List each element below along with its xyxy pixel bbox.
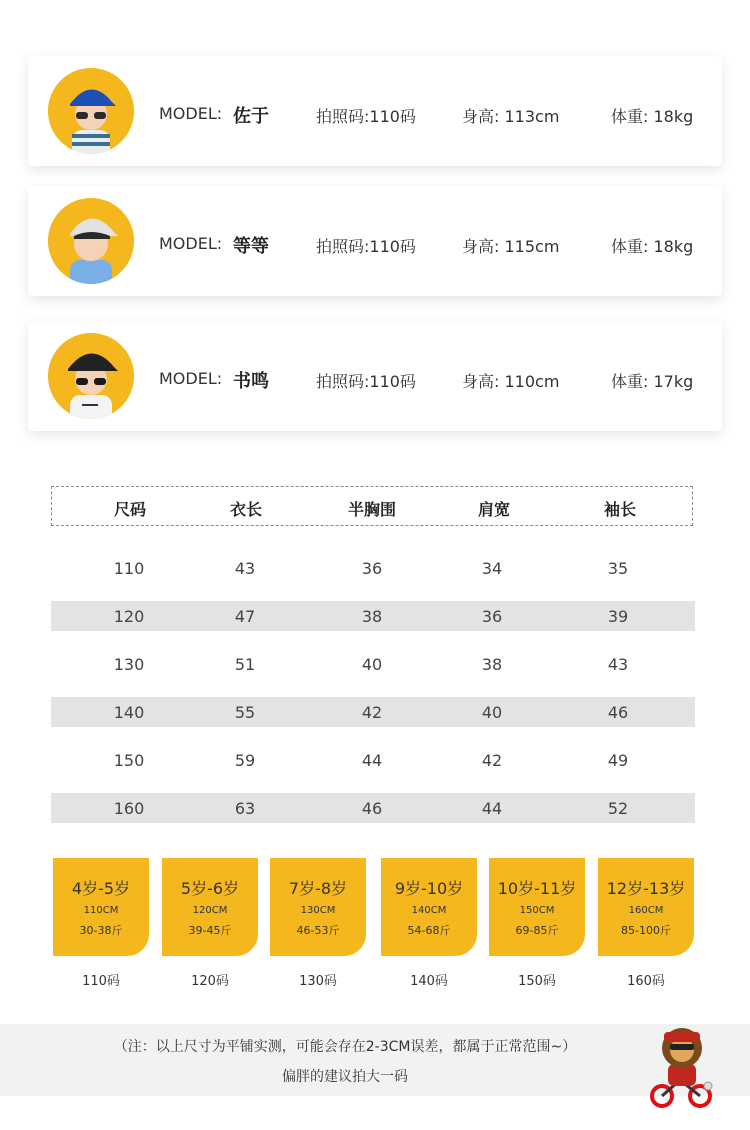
table-cell: 34 <box>481 559 503 578</box>
table-cell: 42 <box>481 751 503 770</box>
tag-height: 150CM <box>519 905 555 916</box>
model-photo-size: 拍照码:110码 <box>316 237 416 256</box>
table-cell: 38 <box>361 607 383 626</box>
tag-weight: 85-100斤 <box>621 924 671 937</box>
footer-tip: 偏胖的建议拍大一码 <box>282 1069 408 1085</box>
table-cell: 120 <box>113 607 145 626</box>
table-cell: 39 <box>607 607 629 626</box>
model-card-2 <box>28 186 722 296</box>
tag-age: 4岁-5岁 <box>71 879 131 898</box>
table-cell: 47 <box>234 607 256 626</box>
header-half-chest: 半胸围 <box>347 500 397 519</box>
model-photo-size: 拍照码:110码 <box>316 107 416 126</box>
model-card-3 <box>28 321 722 431</box>
model-card-1 <box>28 56 722 166</box>
age-tag-3 <box>270 858 366 956</box>
model-avatar-3 <box>48 333 134 419</box>
tag-weight: 46-53斤 <box>296 924 340 937</box>
tag-weight: 39-45斤 <box>188 924 232 937</box>
table-cell: 150 <box>113 751 145 770</box>
tag-size-code: 140码 <box>410 974 448 989</box>
table-row <box>51 793 695 823</box>
model-photo-size: 拍照码:110码 <box>316 372 416 391</box>
header-sleeve: 袖长 <box>603 500 637 519</box>
age-tag-2 <box>162 858 258 956</box>
table-cell: 35 <box>607 559 629 578</box>
table-cell: 44 <box>481 799 503 818</box>
table-cell: 44 <box>361 751 383 770</box>
model-height: 身高: 113cm <box>462 107 560 126</box>
model-avatar-2 <box>48 198 134 284</box>
table-cell: 36 <box>361 559 383 578</box>
tag-age: 9岁-10岁 <box>394 879 464 898</box>
header-length: 衣长 <box>229 500 263 519</box>
age-tag-1 <box>53 858 149 956</box>
table-cell: 36 <box>481 607 503 626</box>
tag-weight: 69-85斤 <box>515 924 559 937</box>
table-cell: 40 <box>361 655 383 674</box>
model-name: 佐于 <box>233 106 269 127</box>
tag-size-code: 120码 <box>191 974 229 989</box>
header-shoulder: 肩宽 <box>477 500 511 519</box>
model-height: 身高: 115cm <box>462 237 560 256</box>
table-cell: 40 <box>481 703 503 722</box>
table-row <box>51 745 695 775</box>
tag-height: 160CM <box>628 905 664 916</box>
tag-age: 7岁-8岁 <box>288 879 348 898</box>
tag-size-code: 110码 <box>82 974 120 989</box>
age-tag-4 <box>381 858 477 956</box>
age-tag-6 <box>598 858 694 956</box>
tag-height: 140CM <box>411 905 447 916</box>
model-prefix: MODEL: <box>159 104 223 123</box>
tag-size-code: 130码 <box>299 974 337 989</box>
table-cell: 59 <box>234 751 256 770</box>
tag-age: 10岁-11岁 <box>497 879 577 898</box>
tag-size-code: 160码 <box>627 974 665 989</box>
tag-weight: 30-38斤 <box>79 924 123 937</box>
table-row <box>51 649 695 679</box>
footer-note: （注：以上尺寸为平铺实测，可能会存在2-3CM误差，都属于正常范围~） <box>113 1039 577 1055</box>
table-row <box>51 697 695 727</box>
tag-size-code: 150码 <box>518 974 556 989</box>
table-cell: 140 <box>113 703 145 722</box>
table-cell: 42 <box>361 703 383 722</box>
footer-note-bar <box>0 1024 750 1096</box>
table-cell: 43 <box>234 559 256 578</box>
table-row <box>51 601 695 631</box>
model-weight: 体重: 18kg <box>611 107 694 126</box>
table-cell: 160 <box>113 799 145 818</box>
table-cell: 52 <box>607 799 629 818</box>
table-cell: 46 <box>361 799 383 818</box>
table-cell: 55 <box>234 703 256 722</box>
table-cell: 51 <box>234 655 256 674</box>
table-cell: 130 <box>113 655 145 674</box>
header-size: 尺码 <box>113 500 147 519</box>
table-cell: 43 <box>607 655 629 674</box>
mascot-lion-icon <box>642 1018 722 1114</box>
model-name: 书鸣 <box>233 371 269 392</box>
model-weight: 体重: 17kg <box>611 372 694 391</box>
table-cell: 110 <box>113 559 145 578</box>
tag-weight: 54-68斤 <box>407 924 451 937</box>
table-cell: 38 <box>481 655 503 674</box>
tag-age: 5岁-6岁 <box>180 879 240 898</box>
table-cell: 49 <box>607 751 629 770</box>
age-tag-5 <box>489 858 585 956</box>
model-prefix: MODEL: <box>159 234 223 253</box>
model-avatar-1 <box>48 68 134 154</box>
size-table-header <box>51 486 693 526</box>
model-weight: 体重: 18kg <box>611 237 694 256</box>
tag-height: 120CM <box>192 905 228 916</box>
tag-age: 12岁-13岁 <box>606 879 686 898</box>
tag-height: 110CM <box>83 905 119 916</box>
model-name: 等等 <box>233 236 269 257</box>
tag-height: 130CM <box>300 905 336 916</box>
table-row <box>51 553 695 583</box>
table-cell: 46 <box>607 703 629 722</box>
model-height: 身高: 110cm <box>462 372 560 391</box>
table-cell: 63 <box>234 799 256 818</box>
model-prefix: MODEL: <box>159 369 223 388</box>
